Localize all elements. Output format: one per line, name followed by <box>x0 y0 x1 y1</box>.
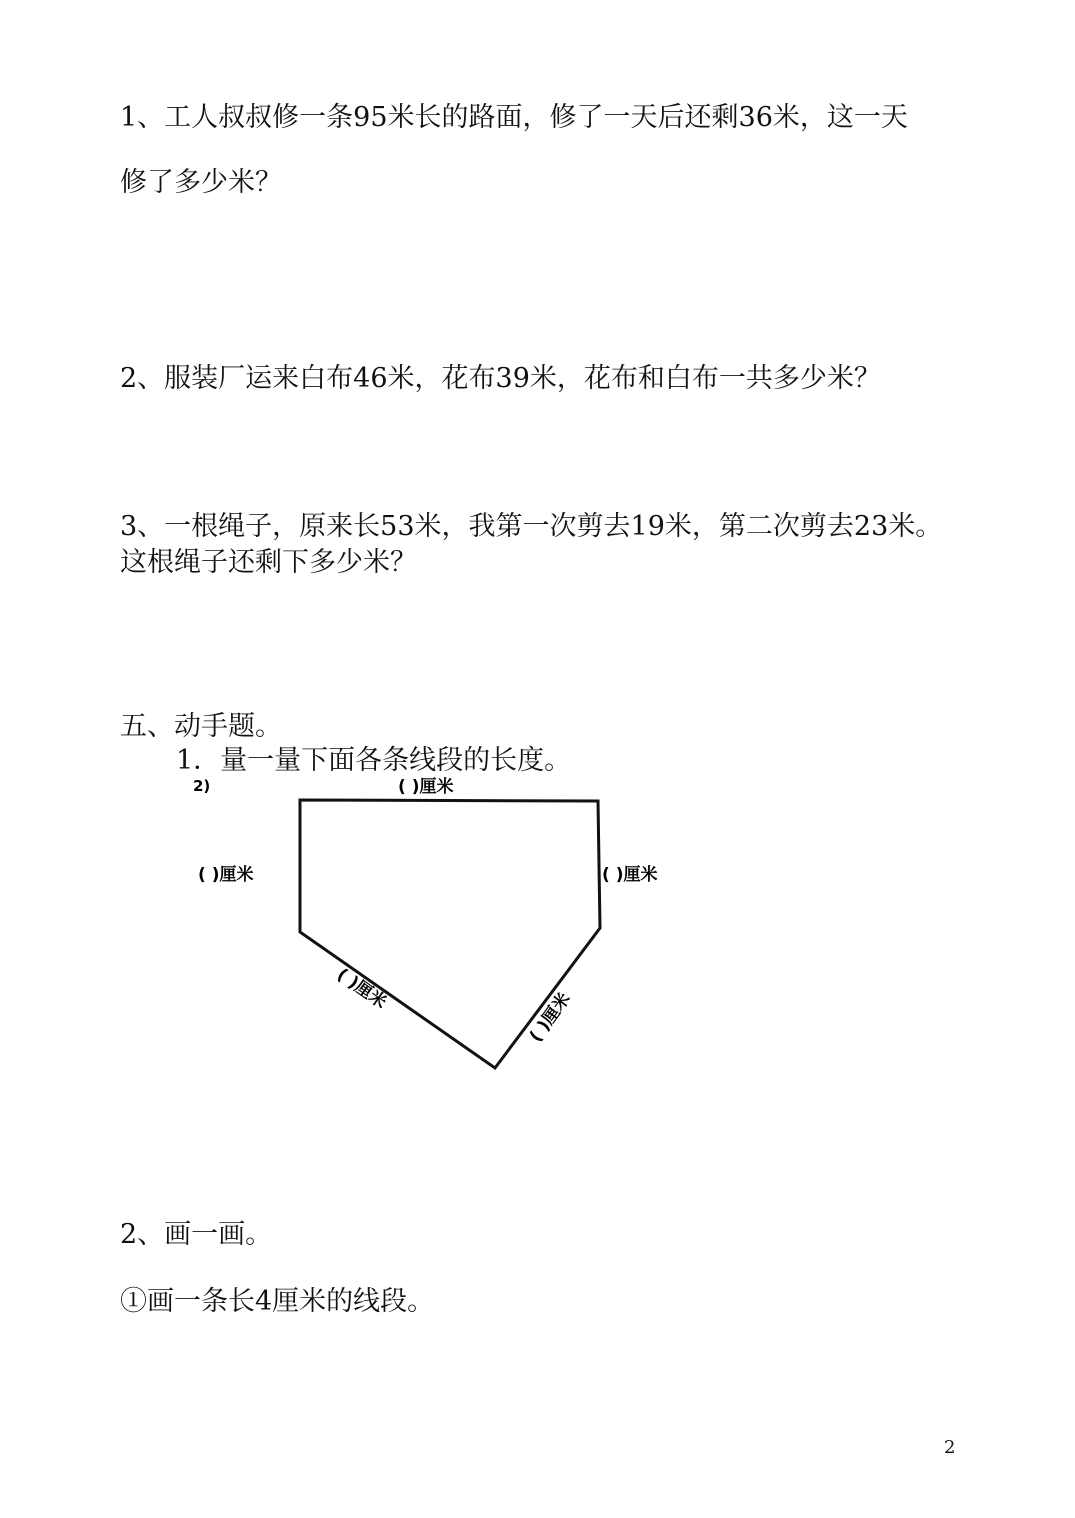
q3-line1: 3、一根绳子，原来长53米，我第一次剪去19米，第二次剪去23米。 <box>120 511 943 542</box>
label-top: ( )厘米 <box>398 777 454 797</box>
task1-instruction: 1．量一量下面各条线段的长度。 <box>176 745 572 776</box>
label-left: ( )厘米 <box>198 865 254 885</box>
section-title: 五、动手题。 <box>120 711 282 742</box>
q1-line1: 1、工人叔叔修一条95米长的路面，修了一天后还剩36米，这一天 <box>120 102 908 133</box>
label-bottom-right: ( )厘米 <box>525 989 575 1046</box>
page-number: 2 <box>944 1437 956 1458</box>
q3-line2: 这根绳子还剩下多少米？ <box>120 547 417 578</box>
task2-title: 2、画一画。 <box>120 1219 273 1250</box>
task2-item1: ①画一条长4厘米的线段。 <box>120 1286 435 1317</box>
label-right: ( )厘米 <box>602 865 658 885</box>
figure-marker: 2) <box>193 777 211 795</box>
label-bottom-left: ( )厘米 <box>333 964 391 1013</box>
q2-text: 2、服装厂运来白布46米，花布39米，花布和白布一共多少米？ <box>120 363 881 394</box>
q1-line2: 修了多少米？ <box>120 167 282 198</box>
